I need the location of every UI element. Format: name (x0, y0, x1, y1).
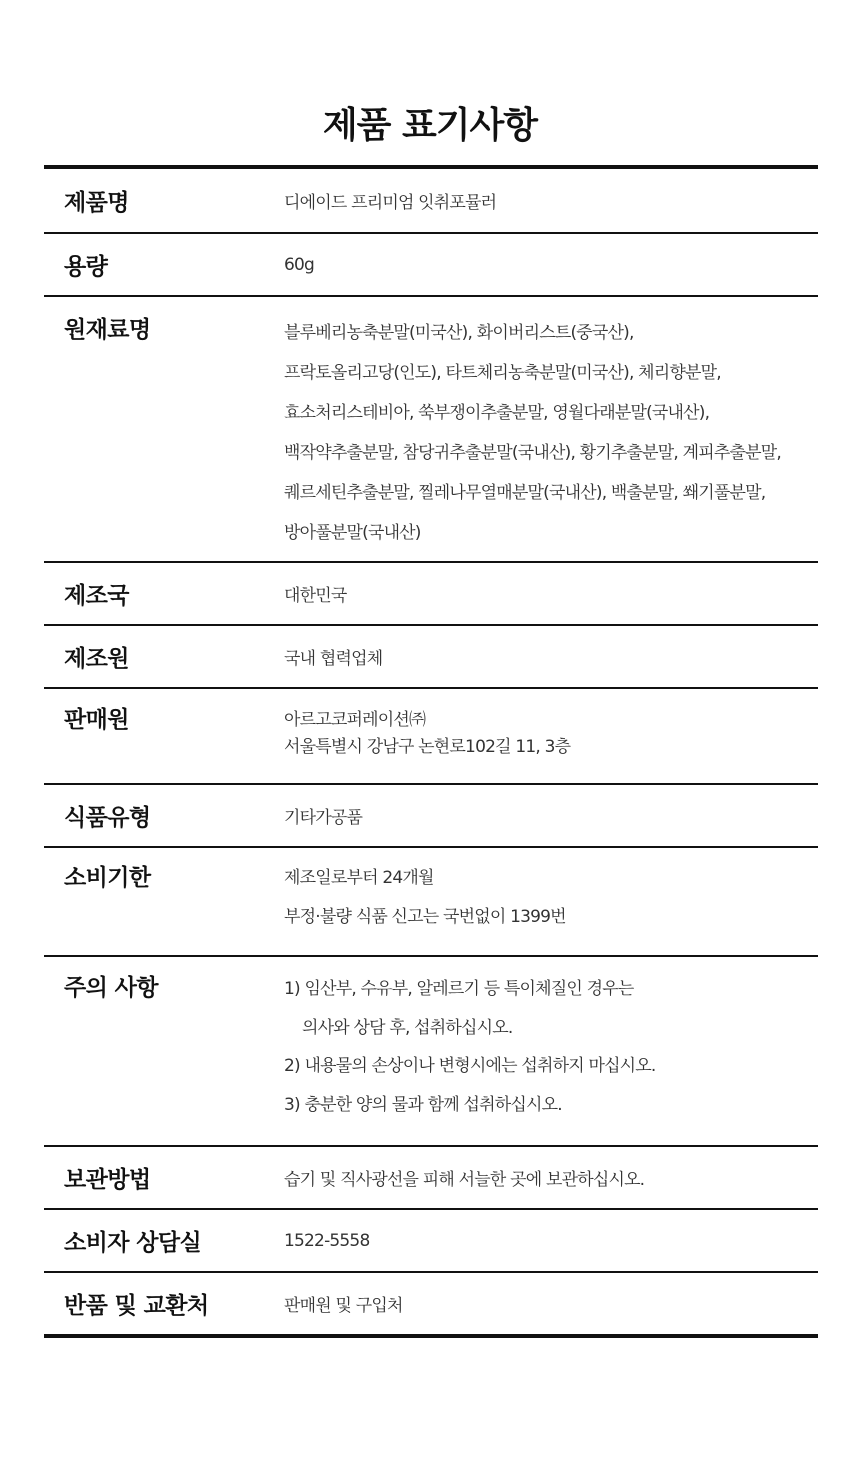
seller-address: 서울특별시 강남구 논현로102길 11, 3층 (284, 737, 571, 757)
row-expiry (44, 846, 818, 955)
label-consult: 소비자 상담실 (64, 1230, 202, 1256)
label-country: 제조국 (64, 583, 129, 609)
label-returns: 반품 및 교환처 (64, 1293, 209, 1319)
value-caution (284, 957, 818, 1145)
ingredients-line: 블루베리농축분말(미국산), 화이버리스트(중국산), (284, 323, 634, 343)
row-manufacturer (44, 624, 818, 687)
caution-item: 3) 충분한 양의 물과 함께 섭취하십시오. (284, 1094, 562, 1115)
value-storage: 습기 및 직사광선을 피해 서늘한 곳에 보관하십시오. (284, 1170, 645, 1190)
row-caution (44, 955, 818, 1145)
row-seller (44, 687, 818, 783)
row-volume (44, 232, 818, 295)
row-product-name (44, 169, 818, 232)
value-returns: 판매원 및 구입처 (284, 1296, 403, 1316)
label-caution: 주의 사항 (64, 975, 158, 1001)
row-consult (44, 1208, 818, 1271)
value-country: 대한민국 (284, 586, 347, 606)
caution-item-continued: 의사와 상담 후, 섭취하십시오. (302, 1017, 513, 1038)
row-ingredients (44, 295, 818, 561)
value-food-type: 기타가공품 (284, 808, 363, 828)
label-storage: 보관방법 (64, 1167, 151, 1193)
value-manufacturer: 국내 협력업체 (284, 649, 383, 669)
seller-name: 아르고코퍼레이션㈜ (284, 710, 426, 730)
caution-item: 2) 내용물의 손상이나 변형시에는 섭취하지 마십시오. (284, 1056, 656, 1076)
value-volume: 60g (284, 254, 315, 275)
row-country (44, 561, 818, 624)
value-expiry (284, 848, 818, 955)
row-storage (44, 1145, 818, 1208)
ingredients-line: 퀘르세틴추출분말, 찔레나무열매분말(국내산), 백출분말, 쐐기풀분말, (284, 483, 766, 503)
report-line: 부정·불량 식품 신고는 국번없이 1399번 (284, 907, 566, 927)
ingredients-line: 방아풀분말(국내산) (284, 523, 421, 543)
row-returns (44, 1271, 818, 1334)
value-product-name: 디에이드 프리미엄 잇취포뮬러 (284, 193, 497, 213)
value-ingredients (284, 297, 818, 561)
label-volume: 용량 (64, 254, 108, 280)
value-consult: 1522-5558 (284, 1230, 370, 1251)
label-expiry: 소비기한 (64, 865, 151, 891)
label-product-name: 제품명 (64, 190, 129, 216)
product-info-table (44, 165, 818, 1338)
ingredients-line: 백작약추출분말, 참당귀추출분말(국내산), 황기추출분말, 계피추출분말, (284, 443, 781, 463)
expiry-line: 제조일로부터 24개월 (284, 868, 434, 888)
label-seller: 판매원 (64, 707, 129, 733)
page-title: 제품 표기사항 (322, 105, 538, 147)
ingredients-line: 효소처리스테비아, 쑥부쟁이추출분말, 영월다래분말(국내산), (284, 403, 710, 423)
value-seller (284, 689, 818, 783)
label-manufacturer: 제조원 (64, 646, 129, 672)
label-ingredients: 원재료명 (64, 317, 151, 343)
label-food-type: 식품유형 (64, 805, 151, 831)
row-food-type (44, 783, 818, 846)
ingredients-line: 프락토올리고당(인도), 타트체리농축분말(미국산), 체리향분말, (284, 363, 721, 383)
caution-item: 1) 임산부, 수유부, 알레르기 등 특이체질인 경우는 (284, 979, 634, 999)
